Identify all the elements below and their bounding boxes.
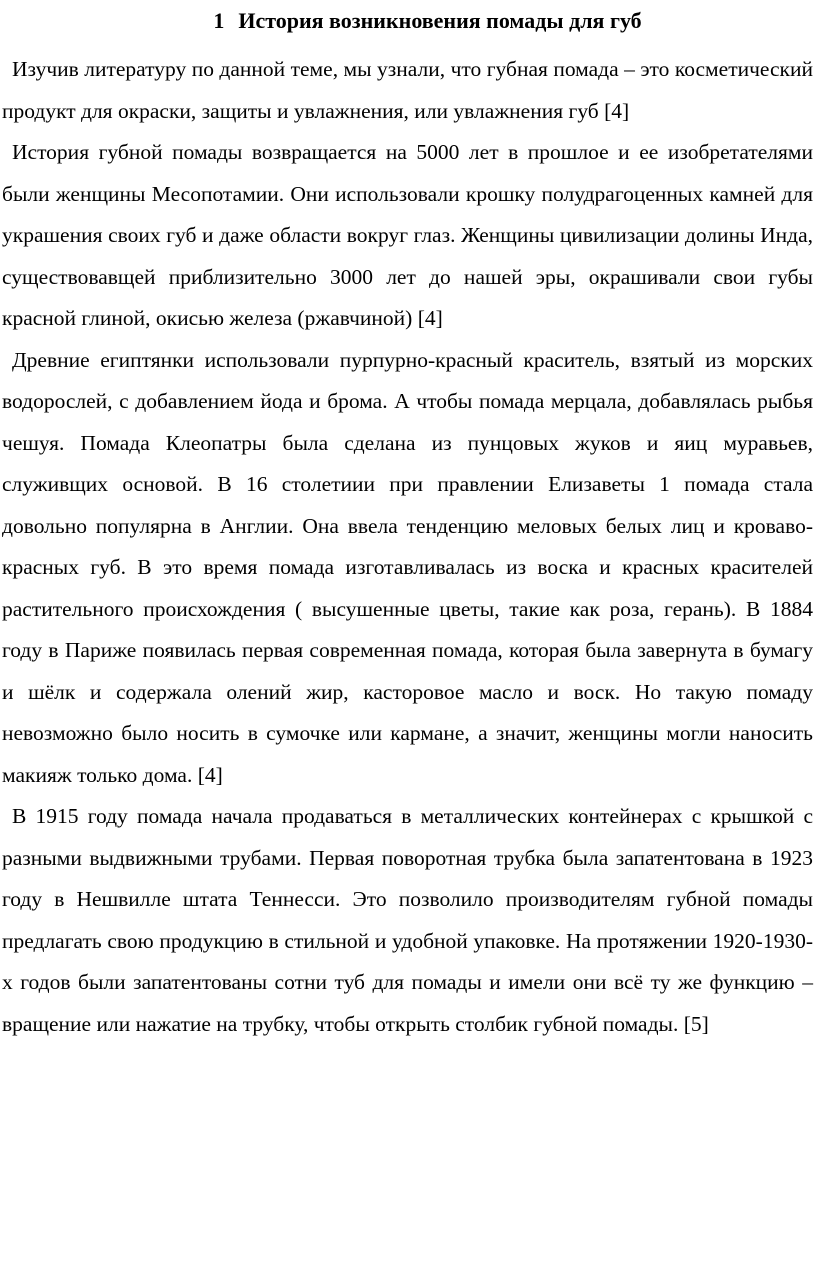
section-title: История возникновения помады для губ	[238, 8, 642, 33]
paragraph-definition: Изучив литературу по данной теме, мы узнали, что губная помада – это косметический продукт для окраски, защиты и увлажнения, или увлажнения губ [4]	[2, 57, 813, 123]
paragraph-metal-containers: В 1915 году помада начала продаваться в металлических контейнерах с крышкой с разными выдвижными трубами. Первая поворотная трубка была запатентована в 1923 году в Нешвилле штата Теннесси. Это позволило производителям губной помады предлагать свою продукцию в стильной и удобной упаковке. На протяжении 1920-1930-х годов были запатентованы сотни туб для помады и имели они всё ту же функцию – вращение или нажатие на трубку, чтобы открыть столбик губной помады. [5]	[2, 804, 813, 1036]
section-number: 1	[213, 8, 225, 33]
section-heading	[2, 6, 813, 36]
paragraph-egypt-to-paris: Древние египтянки использовали пурпурно-красный краситель, взятый из морских водорослей, с добавлением йода и брома. А чтобы помада мерцала, добавлялась рыбья чешуя. Помада Клеопатры была сделана из пунцовых жуков и яиц муравьев, служивщих основой. В 16 столетиии при правлении Елизаветы 1 помада стала довольно популярна в Англии. Она ввела тенденцию меловых белых лиц и кроваво- красных губ. В это время помада изготавливалась из воска и красных красителей растительного происхождения ( высушенные цветы, такие как роза, герань). В 1884 году в Париже появилась первая современная помада, которая была завернута в бумагу и шёлк и содержала олений жир, касторовое масло и воск. Но такую помаду невозможно было носить в сумочке или кармане, а значит, женщины могли наносить макияж только дома. [4]	[2, 347, 813, 787]
paragraph-ancient-history: История губной помады возвращается на 5000 лет в прошлое и ее изобретателями были женщины Месопотамии. Они использовали крошку полудрагоценных камней для украшения своих губ и даже области вокруг глаз. Женщины цивилизации долины Инда, существовавщей приблизительно 3000 лет до нашей эры, окрашивали свои губы красной глиной, окисью железа (ржавчиной) [4]	[2, 140, 813, 330]
